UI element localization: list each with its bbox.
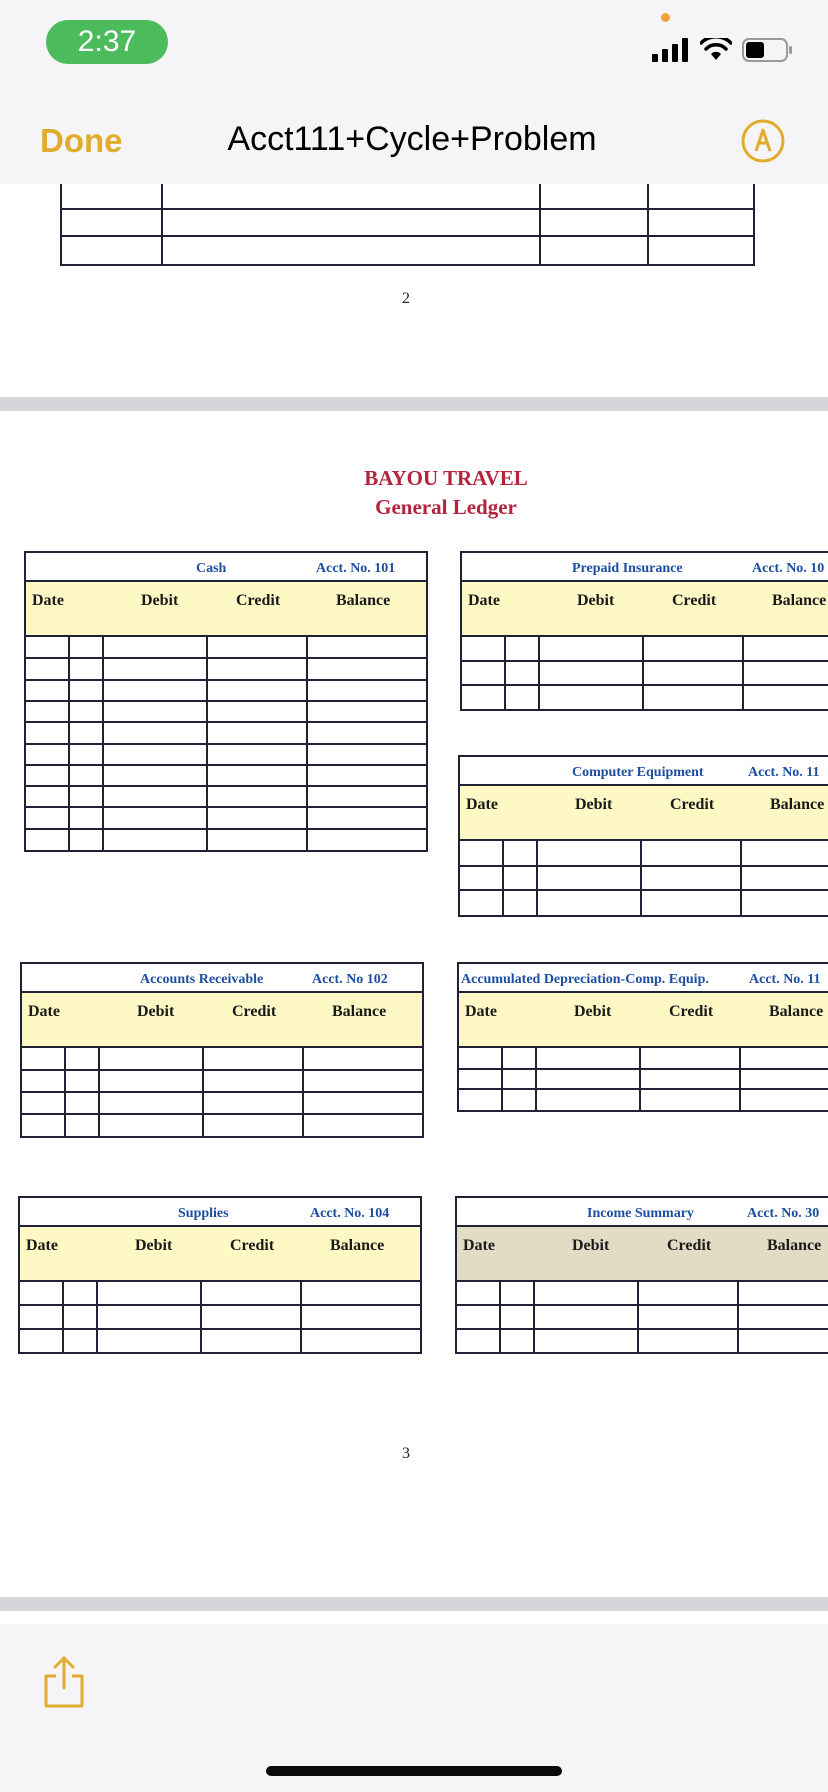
table-col-line [98,1048,100,1136]
privacy-indicator-dot [661,13,670,22]
table-col-line [535,1048,537,1110]
ledger-grid [457,1282,828,1352]
table-col-line [300,1282,302,1352]
ledger-title-row [457,1198,828,1226]
home-indicator[interactable] [266,1766,562,1776]
table-row-line [26,657,426,659]
ledger-title-row [22,964,422,992]
ledger-accumulated-depreciation [457,962,828,1112]
document-title: Acct111+Cycle+Problem [227,120,597,158]
ledger-title-row [459,964,828,992]
table-row-line [26,828,426,830]
table-row-line [22,1091,422,1093]
table-col-line [161,184,163,264]
table-col-line [206,637,208,850]
table-row-line [22,1113,422,1115]
table-row-line [26,785,426,787]
credit-column-header: Credit [230,1237,275,1254]
account-name: Cash [196,561,227,576]
debit-column-header: Debit [141,592,179,609]
account-name: Accumulated Depreciation-Comp. Equip. [461,972,709,987]
table-col-line [504,637,506,709]
table-col-line [740,841,742,915]
account-name: Income Summary [587,1206,694,1221]
balance-column-header: Balance [336,592,391,609]
table-col-line [306,637,308,850]
page-separator [0,397,828,411]
ledger-grid [459,1048,828,1110]
date-column-header: Date [28,1003,60,1020]
ledger-header-row [26,580,426,637]
ledger-supplies [18,1196,422,1354]
debit-column-header: Debit [572,1237,610,1254]
table-row-line [462,660,828,662]
table-row-line [26,743,426,745]
date-column-header: Date [468,592,500,609]
status-bar [0,0,828,90]
table-col-line [639,1048,641,1110]
ledger-header-row [22,991,422,1048]
table-col-line [64,1048,66,1136]
ledger-title: General Ledger [375,495,517,519]
share-icon[interactable] [40,1654,88,1710]
ledger-title-row [460,757,828,785]
table-col-line [302,1048,304,1136]
table-row-line [26,700,426,702]
balance-column-header: Balance [330,1237,385,1254]
ledger-cash [24,551,428,852]
company-name: BAYOU TRAVEL [364,466,528,490]
bottom-toolbar [0,1624,828,1792]
table-col-line [737,1282,739,1352]
page-number: 2 [402,290,410,307]
credit-column-header: Credit [669,1003,714,1020]
ledger-grid [460,841,828,915]
table-row-line [26,806,426,808]
pdf-document-view[interactable] [0,184,828,1624]
account-number: Acct. No. 11 [748,765,820,780]
account-number: Acct. No. 11 [749,972,821,987]
debit-column-header: Debit [135,1237,173,1254]
date-column-header: Date [466,796,498,813]
navigation-bar [0,90,828,184]
account-number: Acct. No. 10 [752,561,825,576]
table-col-line [647,184,649,264]
account-number: Acct. No. 104 [310,1206,390,1221]
page-number: 3 [402,1445,410,1462]
ledger-title-row [26,553,426,581]
credit-column-header: Credit [232,1003,277,1020]
debit-column-header: Debit [137,1003,175,1020]
date-column-header: Date [463,1237,495,1254]
balance-column-header: Balance [770,796,825,813]
debit-column-header: Debit [577,592,615,609]
table-row-line [20,1328,420,1330]
table-row-line [460,889,828,891]
credit-column-header: Credit [667,1237,712,1254]
page-separator [0,1597,828,1611]
table-col-line [539,184,541,264]
ledger-title-row [462,553,828,581]
done-button[interactable]: Done [40,122,123,159]
balance-column-header: Balance [332,1003,387,1020]
ledger-income-summary [455,1196,828,1354]
table-row-line [457,1328,828,1330]
date-column-header: Date [26,1237,58,1254]
table-col-line [538,637,540,709]
table-col-line [536,841,538,915]
account-number: Acct. No 102 [312,972,388,987]
ledger-accounts-receivable [20,962,424,1138]
ledger-grid [20,1282,420,1352]
debit-column-header: Debit [574,1003,612,1020]
ledger-header-row [460,784,828,841]
account-name: Supplies [178,1206,229,1221]
account-number: Acct. No. 101 [316,561,396,576]
table-col-line [739,1048,741,1110]
ledger-title-row [20,1198,420,1226]
date-column-header: Date [465,1003,497,1020]
ledger-computer-equipment [458,755,828,917]
table-col-line [533,1282,535,1352]
account-number: Acct. No. 30 [747,1206,820,1221]
table-col-line [501,1048,503,1110]
ledger-header-row [457,1225,828,1282]
table-col-line [62,1282,64,1352]
ledger-grid [26,637,426,850]
ledger-grid [462,637,828,709]
ledger-header-row [459,991,828,1048]
date-column-header: Date [32,592,64,609]
table-col-line [640,841,642,915]
table-col-line [742,637,744,709]
table-row-line [459,1068,828,1070]
table-row-line [462,684,828,686]
status-time: 2:37 [46,20,168,64]
table-col-line [499,1282,501,1352]
balance-column-header: Balance [769,1003,824,1020]
table-col-line [502,841,504,915]
account-name: Computer Equipment [572,765,704,780]
account-name: Accounts Receivable [140,972,264,987]
balance-column-header: Balance [767,1237,822,1254]
ledger-header-row [462,580,828,637]
markup-pen-icon[interactable] [740,118,786,164]
balance-column-header: Balance [772,592,827,609]
battery-icon [742,38,794,62]
credit-column-header: Credit [236,592,281,609]
table-col-line [202,1048,204,1136]
credit-column-header: Credit [670,796,715,813]
table-col-line [96,1282,98,1352]
table-row-line [26,679,426,681]
wifi-icon [700,38,732,62]
table-col-line [102,637,104,850]
table-row-line [62,235,753,237]
ledger-header-row [20,1225,420,1282]
credit-column-header: Credit [672,592,717,609]
table-row-line [460,865,828,867]
table-row-line [20,1304,420,1306]
account-name: Prepaid Insurance [572,561,683,576]
table-col-line [637,1282,639,1352]
cellular-signal-icon [652,38,690,62]
debit-column-header: Debit [575,796,613,813]
table-col-line [642,637,644,709]
table-row-line [62,208,753,210]
table-col-line [200,1282,202,1352]
table-row-line [457,1304,828,1306]
ledger-grid [22,1048,422,1136]
ledger-prepaid-insurance [460,551,828,711]
table-row-line [26,721,426,723]
table-row-line [26,764,426,766]
journal-table [60,184,755,266]
table-col-line [68,637,70,850]
table-row-line [22,1069,422,1071]
table-row-line [459,1088,828,1090]
